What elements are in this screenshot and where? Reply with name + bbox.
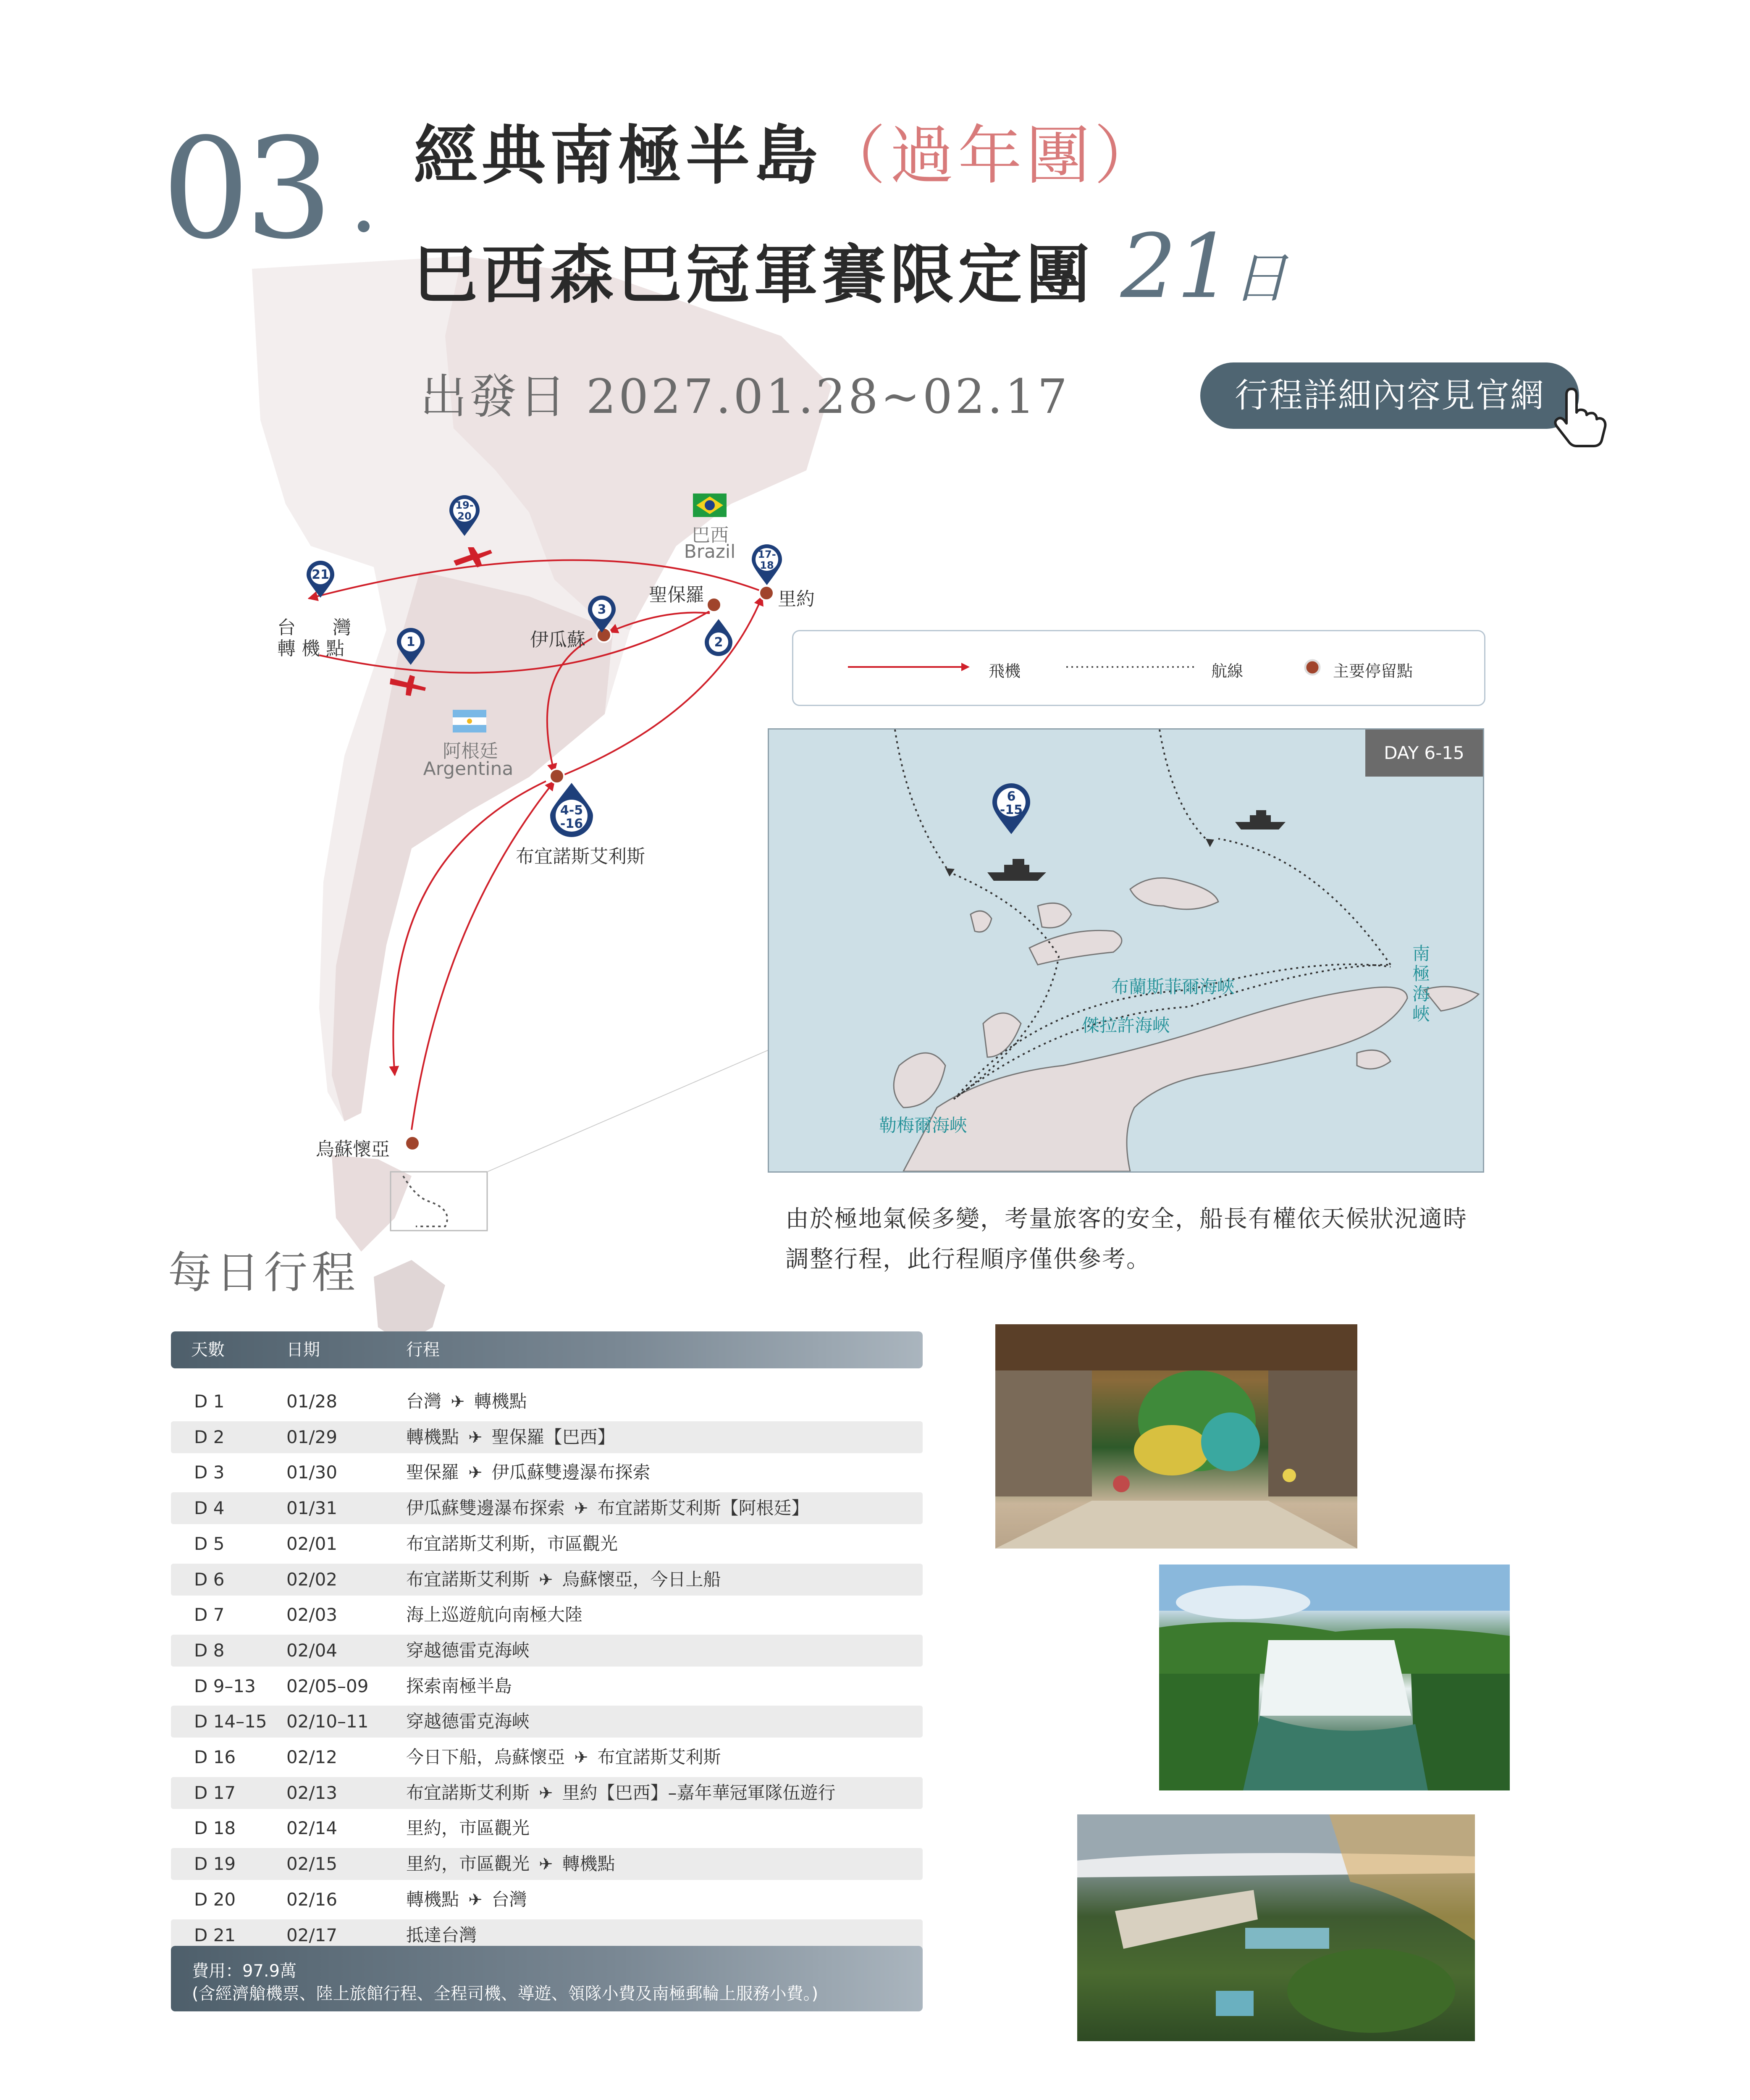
day-cell: D 9–13 <box>194 1675 256 1696</box>
itinerary-segment: 布宜諾斯艾利斯 <box>406 1782 530 1803</box>
column-header-itinerary: 行程 <box>406 1340 440 1360</box>
website-button[interactable]: 行程詳細內容見官網 <box>1200 362 1579 429</box>
gerlache-strait-label: 傑拉許海峽 <box>1082 1015 1170 1036</box>
pin-label: 3 <box>597 602 606 617</box>
plane-icon: ✈ <box>539 1783 553 1803</box>
itinerary-segment: 抵達台灣 <box>406 1924 477 1945</box>
title-suffix: （過年團） <box>822 118 1162 193</box>
date-cell: 02/12 <box>286 1747 338 1767</box>
tour-number: 03 <box>162 108 328 270</box>
date-cell: 02/15 <box>286 1853 338 1874</box>
itinerary-segment: 穿越德雷克海峽 <box>406 1711 530 1732</box>
map-legend <box>792 630 1485 706</box>
date-cell: 02/05–09 <box>286 1675 369 1696</box>
itinerary-segment: 布宜諾斯艾利斯 <box>597 1747 721 1767</box>
itinerary-segment: 今日下船，烏蘇懷亞 <box>406 1747 565 1767</box>
pin-label-bottom: 18 <box>760 559 774 571</box>
pin-day-3 <box>587 596 617 633</box>
table-row <box>171 1492 923 1524</box>
itinerary-cell <box>406 1492 809 1525</box>
antarctic-inset-map <box>768 728 1484 1173</box>
date-cell: 01/31 <box>286 1498 338 1519</box>
day-cell: D 18 <box>194 1818 236 1839</box>
itinerary-cell <box>406 1421 615 1454</box>
itinerary-cell <box>406 1884 527 1916</box>
rio-label: 里約 <box>778 588 815 610</box>
ship-icon <box>1235 810 1286 830</box>
weather-note <box>785 1199 1533 1280</box>
itinerary-cell <box>406 1528 618 1560</box>
table-row <box>171 1706 923 1738</box>
tour-title-line2 <box>414 215 1288 318</box>
brazil-flag-icon <box>693 494 727 517</box>
plane-icon: ✈ <box>574 1748 588 1767</box>
date-cell: 02/13 <box>286 1782 338 1803</box>
argentina-flag-icon <box>453 710 486 732</box>
plane-icon: ✈ <box>539 1570 553 1590</box>
legend-route-label: 航線 <box>1211 662 1244 680</box>
itinerary-cell <box>406 1635 530 1667</box>
table-row <box>171 1564 923 1596</box>
ushuaia-label: 烏蘇懷亞 <box>316 1139 390 1160</box>
day-cell: D 7 <box>194 1604 225 1625</box>
schedule-table-header <box>171 1331 923 1368</box>
stop-sao-paulo <box>707 598 721 612</box>
bransfield-strait-label: 布蘭斯菲爾海峽 <box>1111 976 1235 997</box>
island-shape <box>1130 878 1218 909</box>
weather-note-line2: 調整行程，此行程順序僅供參考。 <box>785 1246 1151 1273</box>
table-row <box>171 1421 923 1453</box>
pin-label: 2 <box>714 635 723 650</box>
day-cell: D 21 <box>194 1924 236 1945</box>
pin-day-4-5-16 <box>548 782 595 837</box>
pin-label-bottom: 20 <box>457 510 472 522</box>
itinerary-segment: 轉機點 <box>406 1426 459 1447</box>
island-shape <box>983 1013 1021 1057</box>
day-cell: D 14–15 <box>194 1711 267 1732</box>
day-cell: D 5 <box>194 1533 225 1554</box>
plane-icon: ✈ <box>468 1463 483 1483</box>
plane-icon: ✈ <box>539 1855 553 1874</box>
date-cell: 02/02 <box>286 1569 338 1590</box>
days-unit: 日 <box>1233 246 1288 310</box>
date-cell: 02/14 <box>286 1818 338 1839</box>
antarctic-sound-char: 海 <box>1412 984 1430 1004</box>
itinerary-cell <box>406 1812 530 1844</box>
itinerary-cell <box>406 1706 530 1738</box>
days-number: 21 <box>1120 215 1233 318</box>
date-cell: 02/10–11 <box>286 1711 369 1732</box>
itinerary-segment: 轉機點 <box>562 1853 615 1874</box>
day-cell: D 17 <box>194 1782 236 1803</box>
pin-day-17-18 <box>751 544 783 586</box>
column-header-day: 天數 <box>191 1340 225 1360</box>
lemaire-channel-label: 勒梅爾海峽 <box>879 1115 968 1136</box>
itinerary-segment: 海上巡遊航向南極大陸 <box>406 1604 583 1625</box>
table-row <box>171 1528 923 1560</box>
plane-icon: ✈ <box>574 1499 588 1519</box>
daily-schedule-heading: 每日行程 <box>168 1247 360 1298</box>
itinerary-segment: 里約【巴西】–嘉年華冠軍隊伍遊行 <box>562 1782 836 1803</box>
plane-icon: ✈ <box>451 1392 465 1412</box>
table-row <box>171 1741 923 1773</box>
antarctic-sound-label <box>1411 944 1432 1024</box>
pin-day-19-20 <box>449 495 480 537</box>
date-cell: 01/28 <box>286 1391 338 1412</box>
pin-day-21 <box>306 561 335 598</box>
date-cell: 02/17 <box>286 1924 338 1945</box>
pin-day-6-15 <box>992 782 1031 835</box>
date-cell: 01/29 <box>286 1426 338 1447</box>
itinerary-segment: 探索南極半島 <box>406 1675 512 1696</box>
title-main: 經典南極半島 <box>414 118 822 193</box>
taiwan-label: 台 灣 <box>277 617 351 638</box>
itinerary-segment: 伊瓜蘇雙邊瀑布探索 <box>406 1498 565 1519</box>
itinerary-cell <box>406 1777 836 1809</box>
itinerary-segment: 轉機點 <box>406 1889 459 1910</box>
legend-flight-label: 飛機 <box>989 662 1021 680</box>
itinerary-segment: 伊瓜蘇雙邊瀑布探索 <box>491 1462 651 1483</box>
title-sub: 巴西森巴冠軍賽限定團 <box>414 237 1094 312</box>
iguazu-falls-photo <box>1159 1564 1510 1790</box>
stop-rio <box>759 586 774 600</box>
departure-date: 出發日 2027.01.28~02.17 <box>420 370 1070 424</box>
tour-number-dot <box>358 220 370 232</box>
antarctic-sound-char: 極 <box>1412 963 1430 984</box>
itinerary-segment: 穿越德雷克海峽 <box>406 1640 530 1661</box>
pin-label: 21 <box>312 567 329 582</box>
buenos-aires-label: 布宜諾斯艾利斯 <box>516 846 645 867</box>
itinerary-cell <box>406 1599 582 1631</box>
itinerary-segment: 聖保羅【巴西】 <box>491 1426 615 1447</box>
day-cell: D 20 <box>194 1889 236 1910</box>
flight-line-sp-iguazu <box>609 612 710 632</box>
itinerary-segment: 里約，市區觀光 <box>406 1853 530 1874</box>
itinerary-segment: 布宜諾斯艾利斯 <box>406 1569 530 1590</box>
itinerary-cell <box>406 1670 512 1702</box>
pointer-hand-icon <box>1550 386 1617 449</box>
ship-icon <box>987 859 1046 881</box>
price-line: 費用：97.9萬 <box>192 1961 297 1981</box>
table-row <box>171 1457 923 1488</box>
day-cell: D 3 <box>194 1462 225 1483</box>
weather-note-line1: 由於極地氣候多變，考量旅客的安全，船長有權依天候狀況適時 <box>785 1205 1467 1233</box>
brazil-label-en: Brazil <box>684 541 736 562</box>
antarctic-sound-char: 峽 <box>1412 1004 1430 1024</box>
day-cell: D 4 <box>194 1498 225 1519</box>
pin-day-1 <box>396 628 425 666</box>
day-cell: D 6 <box>194 1569 225 1590</box>
table-row <box>171 1670 923 1702</box>
table-row <box>171 1635 923 1667</box>
plane-icon: ✈ <box>468 1890 483 1910</box>
itinerary-segment: 轉機點 <box>474 1391 527 1412</box>
day-range-tag: DAY 6-15 <box>1365 730 1483 777</box>
hotel-aerial-photo <box>1077 1814 1475 2041</box>
pin-day-2 <box>704 618 733 656</box>
date-cell: 02/16 <box>286 1889 338 1910</box>
table-row <box>171 1884 923 1916</box>
itinerary-cell <box>406 1741 721 1774</box>
carnival-photo <box>995 1324 1357 1549</box>
pin-label-bottom: -16 <box>560 816 583 831</box>
column-header-date: 日期 <box>286 1340 320 1360</box>
date-cell: 02/01 <box>286 1533 338 1554</box>
argentina-label-en: Argentina <box>423 758 514 780</box>
itinerary-segment: 里約，市區觀光 <box>406 1818 530 1839</box>
day-cell: D 1 <box>194 1391 225 1412</box>
pin-label-top: 6 <box>1007 789 1016 804</box>
flight-line-outbound <box>319 611 710 673</box>
flight-line-iguazu-ba <box>547 638 592 773</box>
pin-label-top: 19- <box>455 499 474 511</box>
table-row <box>171 1599 923 1631</box>
price-inclusions: (含經濟艙機票、陸上旅館行程、全程司機、導遊、領隊小費及南極郵輪上服務小費。) <box>192 1984 819 2003</box>
stop-buenos-aires <box>550 769 564 783</box>
table-row <box>171 1848 923 1880</box>
pin-label-bottom: -15 <box>1000 803 1023 817</box>
itinerary-segment: 聖保羅 <box>406 1462 459 1483</box>
price-box <box>171 1946 923 2011</box>
itinerary-cell <box>406 1457 651 1489</box>
flight-line-ushuaia-ba <box>412 781 554 1130</box>
table-row <box>171 1777 923 1809</box>
island-shape <box>1038 903 1071 928</box>
itinerary-cell <box>406 1564 721 1596</box>
day-cell: D 19 <box>194 1853 236 1874</box>
itinerary-cell <box>406 1386 527 1418</box>
itinerary-segment: 烏蘇懷亞，今日上船 <box>562 1569 721 1590</box>
day-cell: D 8 <box>194 1640 225 1661</box>
brazil-label-cn: 巴西 <box>692 525 729 546</box>
island-shape <box>971 911 992 932</box>
island-shape <box>894 1053 945 1108</box>
legend-stop-label: 主要停留點 <box>1333 662 1413 680</box>
antarctic-sound-char: 南 <box>1412 943 1430 964</box>
itinerary-segment: 布宜諾斯艾利斯，市區觀光 <box>406 1533 618 1554</box>
itinerary-segment: 布宜諾斯艾利斯【阿根廷】 <box>597 1498 809 1519</box>
plane-icon: ✈ <box>468 1428 483 1447</box>
island-shape <box>1424 987 1479 1011</box>
stop-ushuaia <box>405 1136 420 1150</box>
itinerary-segment: 台灣 <box>491 1889 527 1910</box>
day-cell: D 16 <box>194 1747 236 1767</box>
iguazu-label: 伊瓜蘇 <box>530 629 585 651</box>
plane-icon-outbound <box>390 675 426 696</box>
island-shape <box>1029 930 1122 965</box>
island-shape <box>1357 1050 1391 1069</box>
pin-label-top: 17- <box>758 549 776 560</box>
transfer-label: 轉 機 點 <box>277 638 344 659</box>
date-cell: 01/30 <box>286 1462 338 1483</box>
argentina-label-cn: 阿根廷 <box>443 740 498 762</box>
table-row <box>171 1386 923 1418</box>
table-row <box>171 1812 923 1844</box>
tour-title-line1 <box>414 118 1162 194</box>
date-cell: 02/04 <box>286 1640 338 1661</box>
itinerary-cell <box>406 1848 615 1880</box>
pin-label: 1 <box>406 635 415 649</box>
date-cell: 02/03 <box>286 1604 338 1625</box>
sao-paulo-label: 聖保羅 <box>649 584 704 606</box>
pin-label-top: 4-5 <box>560 803 583 818</box>
itinerary-segment: 台灣 <box>406 1391 442 1412</box>
day-cell: D 2 <box>194 1426 225 1447</box>
